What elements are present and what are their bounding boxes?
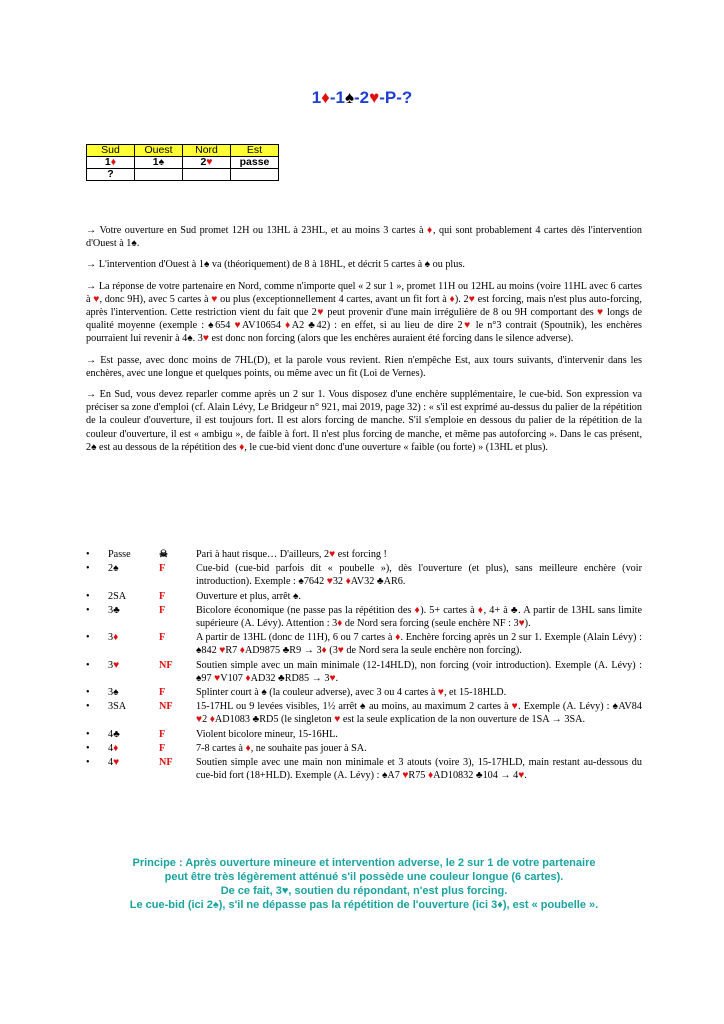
paragraph-est: → Est passe, avec donc moins de 7HL(D), et la parole vous revient. Rien n'empêche Est, aux tours suivants, d'intervenir dans les enchères, avec une longue et quelques points, ou même avec un fit (Loi de Vernes).	[86, 354, 642, 379]
table-row	[87, 157, 279, 169]
bid-label: 2♠	[108, 563, 119, 575]
list-item	[86, 700, 642, 726]
bullet-icon: •	[86, 659, 90, 671]
list-item	[86, 742, 642, 755]
bullet-icon: •	[86, 563, 90, 575]
cell-sud: 1♦	[87, 157, 135, 169]
list-item	[86, 548, 642, 561]
bid-text: Ouverture et plus, arrêt ♠.	[196, 590, 301, 602]
cell-empty	[231, 169, 279, 181]
bullet-icon: •	[86, 549, 90, 560]
cell-nord: 2♥	[183, 157, 231, 169]
principle-line: peut être très légèrement atténué s'il possède une couleur longue (6 cartes).	[164, 871, 564, 883]
bid-flag: F	[159, 590, 166, 602]
diamond-icon: ♦	[321, 88, 330, 107]
bid-label: 3♥	[108, 659, 120, 671]
bid-text: Cue-bid (cue-bid parfois dit « poubelle »), dès l'ouverture (et plus), sans meilleure enchère (voir introduction). Exemple : ♠7642 ♥32 ♦AV32 ♣AR6.	[196, 563, 642, 588]
bidding-table	[86, 144, 279, 181]
header-nord: Nord	[183, 145, 231, 157]
bullet-icon: •	[86, 632, 90, 644]
cell-est: passe	[231, 157, 279, 169]
list-item	[86, 728, 642, 741]
paragraph-ouverture: → Votre ouverture en Sud promet 12H ou 13HL à 23HL, et au moins 3 cartes à ♦, qui sont probablement 4 cartes dès l'intervention d'Ouest à 1♠.	[86, 225, 642, 250]
table-header-row	[87, 145, 279, 157]
list-item	[86, 631, 642, 657]
bullet-icon: •	[86, 757, 90, 769]
paragraph-intervention: → L'intervention d'Ouest à 1♠ va (théoriquement) de 8 à 18HL, et décrit 5 cartes à ♠ ou plus.	[86, 259, 465, 271]
list-item	[86, 756, 642, 782]
bid-list	[86, 548, 642, 783]
bullet-icon: •	[86, 742, 90, 754]
bid-label: 2SA	[108, 590, 127, 602]
bid-label: 3SA	[108, 701, 127, 713]
heart-icon: ♥	[369, 88, 380, 107]
list-item	[86, 686, 642, 699]
bid-flag: ☠	[159, 549, 169, 560]
spade-icon: ♠	[344, 88, 355, 107]
header-ouest: Ouest	[135, 145, 183, 157]
bid-flag: F	[159, 563, 166, 575]
bid-text: Soutien simple avec une main non minimale et 3 atouts (voire 3), 15-17HLD, main restant au-dessous du cue-bid fort (18+HLD). Exemple (A. Lévy) : ♠A7 ♥R75 ♦AD10832 ♣104 → 4♥.	[196, 757, 642, 782]
bid-label: Passe	[108, 549, 131, 560]
bid-flag: F	[159, 687, 166, 699]
bid-label: 4♥	[108, 757, 120, 769]
header-sud: Sud	[87, 145, 135, 157]
bid-flag: F	[159, 742, 166, 754]
cell-empty	[183, 169, 231, 181]
bid-flag: F	[159, 728, 166, 740]
bid-label: 3♠	[108, 687, 119, 699]
principle-line: De ce fait, 3♥, soutien du répondant, n'est plus forcing.	[220, 885, 508, 897]
principle-line: Le cue-bid (ici 2♠), s'il ne dépasse pas la répétition de l'ouverture (ici 3♦), est « poubelle ».	[129, 899, 599, 911]
cell-ouest: 1♠	[135, 157, 183, 169]
list-item	[86, 562, 642, 588]
title-part: -1	[329, 88, 345, 107]
title-part: 1	[311, 88, 322, 107]
cell-empty	[135, 169, 183, 181]
bullet-icon: •	[86, 687, 90, 699]
bid-text: 7-8 cartes à ♦, ne souhaite pas jouer à SA.	[196, 742, 367, 754]
table-row	[87, 169, 279, 181]
page-title	[0, 88, 724, 108]
bid-flag: F	[159, 632, 166, 644]
bid-label: 3♣	[108, 604, 120, 616]
bid-text: A partir de 13HL (donc de 11H), 6 ou 7 cartes à ♦. Enchère forcing après un 2 sur 1. Exemple (Alain Lévy) : ♠842 ♥R7 ♦AD9875 ♣R9 → 3♦ (3♥ de Nord sera la seule enchère non forcing).	[196, 632, 642, 657]
bid-flag: NF	[159, 757, 173, 769]
bullet-icon: •	[86, 590, 90, 602]
principle-box	[86, 856, 642, 912]
bullet-icon: •	[86, 604, 90, 616]
bullet-icon: •	[86, 728, 90, 740]
bid-text: Soutien simple avec un main minimale (12-14HLD), non forcing (voir introduction). Exemple (A. Lévy) : ♠97 ♥V107 ♦AD32 ♣RD85 → 3♥.	[196, 659, 642, 684]
bid-text: Splinter court à ♠ (la couleur adverse), avec 3 ou 4 cartes à ♥, et 15-18HLD.	[196, 687, 507, 699]
bid-flag: F	[159, 604, 166, 616]
list-item	[86, 604, 642, 630]
header-est: Est	[231, 145, 279, 157]
bullet-icon: •	[86, 701, 90, 713]
list-item	[86, 659, 642, 685]
title-part: -2	[354, 88, 370, 107]
bid-text: Violent bicolore mineur, 15-16HL.	[196, 728, 338, 740]
list-item	[86, 590, 642, 603]
paragraph-reponse: → La réponse de votre partenaire en Nord, comme n'importe quel « 2 sur 1 », promet 11H ou 12HL au moins (voire 11HL avec 6 cartes à ♥, donc 9H), avec 5 cartes à ♥ ou plus (exceptionnellement 4 cartes, avant un fit fort à ♦). 2♥ est forcing, mais n'est plus auto-forcing, après l'intervention. Cette restriction vient du fait que 2♥ peut provenir d'une main irrégulière de 8 ou 9H comportant des ♥ longs de qualité moyenne (exemple : ♠654 ♥AV10654 ♦A2 ♣42) : en effet, si au lieu de dire 2♥ le n°3 contrait (Spoutnik), les enchères pourraient lui revenir à 4♠. 3♥ est donc non forcing (alors que les enchères auraient été forcing dans le silence adverse).	[86, 280, 642, 345]
principle-line: Principe : Après ouverture mineure et intervention adverse, le 2 sur 1 de votre partenaire	[132, 857, 596, 869]
bid-text: 15-17HL ou 9 levées visibles, 1½ arrêt ♠ au moins, au maximum 2 cartes à ♥. Exemple (A. Lévy) : ♠AV84 ♥2 ♦AD1083 ♣RD5 (le singleton ♥ est la seule explication de la non ouverture de 1SA → 3SA.	[196, 701, 642, 726]
bid-text: Bicolore économique (ne passe pas la répétition des ♦). 5+ cartes à ♦, 4+ à ♣. A partir de 13HL sans limite supérieure (A. Lévy). Attention : 3♦ de Nord sera forcing (seule enchère NF : 3♥).	[196, 604, 642, 630]
cell-sud-question: ?	[87, 169, 135, 181]
bid-flag: NF	[159, 701, 173, 713]
bid-flag: NF	[159, 659, 173, 671]
title-part: -P-?	[379, 88, 413, 107]
bid-label: 3♦	[108, 632, 119, 644]
bid-label: 4♦	[108, 742, 119, 754]
main-text	[86, 224, 642, 462]
bid-label: 4♣	[108, 728, 120, 740]
bid-text: Pari à haut risque… D'ailleurs, 2♥ est forcing !	[196, 549, 387, 560]
paragraph-sud: → En Sud, vous devez reparler comme après un 2 sur 1. Vous disposez d'une enchère supplémentaire, le cue-bid. Son expression va préciser sa zone d'emploi (cf. Alain Lévy, Le Bridgeur n° 921, mai 2019, page 32) : « s'il est exprimé au-dessus du palier de la répétition de la couleur d'ouverture, il est toujours fort. Il est alors forcing de manche. S'il s'emploie en dessous du palier de la répétition de la couleur d'ouverture, il est « ambigu », de faible à fort. Il n'est plus forcing de manche, et même pas autoforcing ». Dans le cas présent, 2♠ est au dessous de la répétition des ♦, le cue-bid vient donc d'une ouverture « faible (ou forte) » (13HL et plus).	[86, 389, 642, 453]
